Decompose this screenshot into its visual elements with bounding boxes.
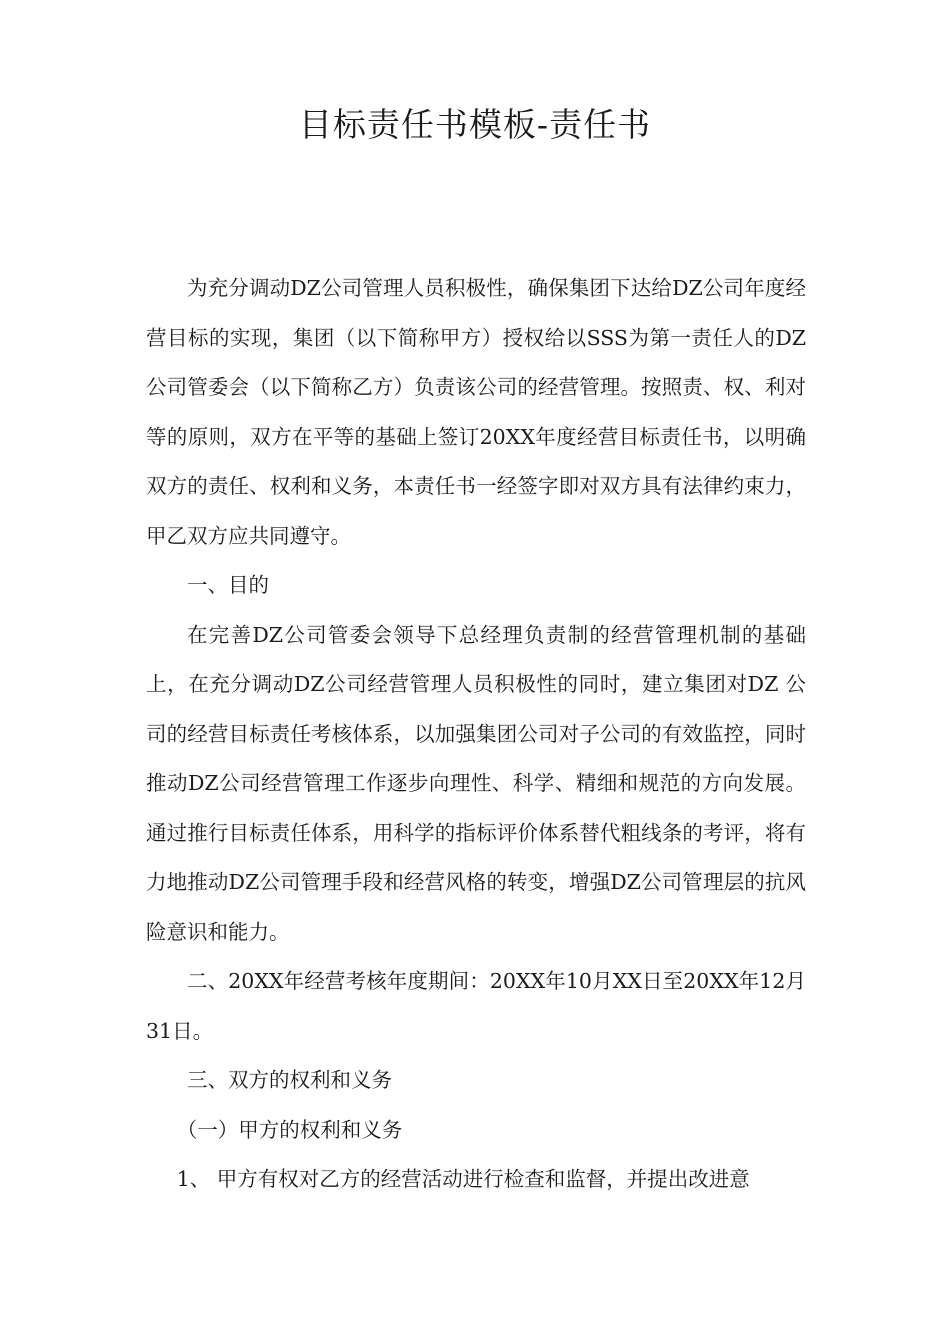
document-title: 目标责任书模板-责任书 xyxy=(298,105,652,144)
subsection-heading-party-a: （一）甲方的权利和义务 xyxy=(176,1117,403,1142)
list-item-1: 1、 甲方有权对乙方的经营活动进行检查和监督，并提出改进意 xyxy=(176,1167,750,1191)
intro-paragraph: 为充分调动DZ公司管理人员积极性，确保集团下达给DZ公司年度经营目标的实现，集团（以下简称甲方）授权给以SSS为第一责任人的DZ公司管委会（以下简称乙方）负责该公司的经营管理。按照责、权、利对等的原则，双方在平等的基础上签订20XX年度经营目标责任书，以明确双方的责任、权利和义务，本责任书一经签字即对双方具有法律约束力，甲乙双方应共同遵守。 xyxy=(146,276,806,548)
document-body xyxy=(146,264,806,1205)
section-heading-purpose: 一、目的 xyxy=(187,573,269,597)
assessment-period-paragraph: 二、20XX年经营考核年度期间：20XX年10月XX日至20XX年12月31日。 xyxy=(146,969,806,1043)
purpose-paragraph: 在完善DZ公司管委会领导下总经理负责制的经营管理机制的基础上，在充分调动DZ公司经营管理人员积极性的同时，建立集团对DZ 公司的经营目标责任考核体系，以加强集团公司对子公司的有效监控，同时推动DZ公司经营管理工作逐步向理性、科学、精细和规范的方向发展。通过推行目标责任体系，用科学的指标评价体系替代粗线条的考评，将有力地推动DZ公司管理手段和经营风格的转变，增强DZ公司管理层的抗风险意识和能力。 xyxy=(146,622,806,944)
section-heading-rights: 三、双方的权利和义务 xyxy=(187,1068,392,1092)
